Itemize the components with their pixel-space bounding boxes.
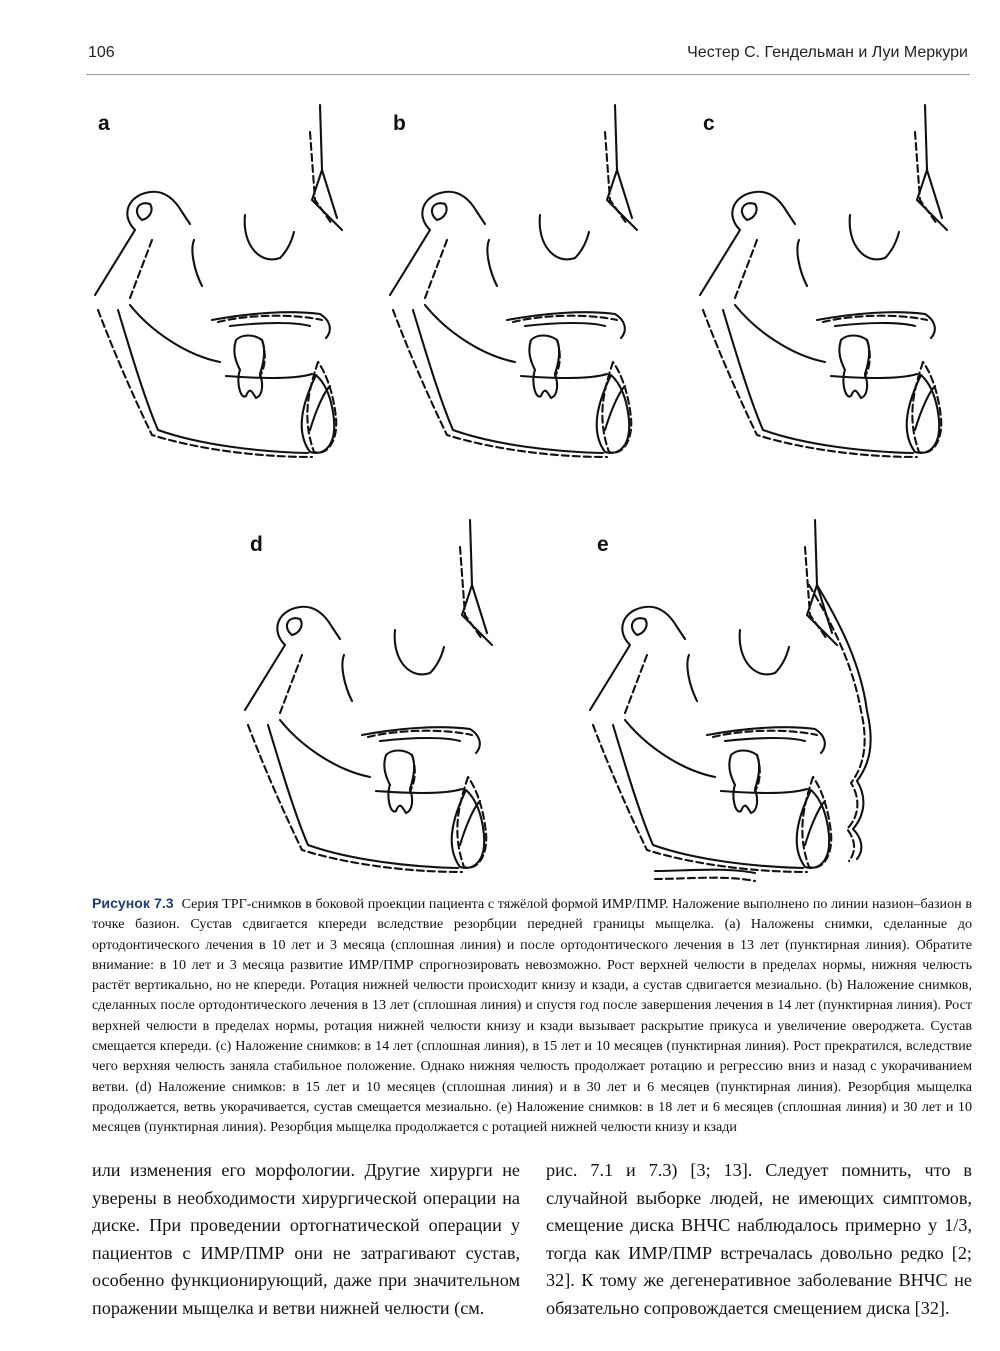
page-number: 106 bbox=[88, 44, 115, 61]
panel-label-e: e bbox=[597, 533, 609, 556]
panel-label-d: d bbox=[250, 533, 263, 556]
panel-a bbox=[90, 100, 350, 472]
cephalometric-tracing-c bbox=[695, 100, 955, 472]
panel-e bbox=[585, 515, 885, 893]
panel-label-c: c bbox=[703, 112, 715, 135]
cephalometric-tracing-b bbox=[385, 100, 645, 472]
panel-b bbox=[385, 100, 645, 472]
body-text-right-column: рис. 7.1 и 7.3) [3; 13]. Следует помнить, что в случайной выборке людей, не имеющих симптомов, смещение диска ВНЧС наблюдалось примерно у 1/3, тогда как ИМР/ПМР встречалась довольно редко [2; 32]. К тому же дегенеративное заболевание ВНЧС не обязательно сопровождается смещением диска [32]. bbox=[546, 1160, 972, 1318]
panel-label-a: a bbox=[98, 112, 110, 135]
figure-caption-text: Серия ТРГ-снимков в боковой проекции пациента с тяжёлой формой ИМР/ПМР. Наложение выполнено по линии назион–базион в точке базион. Сустав сдвигается кпереди вследствие резорбции передней границы мыщелка. (a) Наложены снимки, сделанные до ортодонтического лечения в 10 лет и 3 месяца (сплошная линия) и после ортодонтического лечения в 13 лет (пунктирная линия). Обратите внимание: в 10 лет и 3 месяца развитие ИМР/ПМР спрогнозировать невозможно. Рост верхней челюсти в пределах нормы, нижняя челюсть растёт вертикально, но не кпереди. Ротация нижней челюсти происходит книзу и кзади, а сустав сдвигается мезиально. (b) Наложение снимков, сделанных после ортодонтического лечения в 13 лет (сплошная линия) и спустя год после завершения лечения в 14 лет (пунктирная линия). Рост верхней челюсти в пределах нормы, ротация нижней челюсти книзу и кзади вызывает раскрытие прикуса и увеличение овероджета. Сустав смещается кпереди. (c) Наложение снимков: в 14 лет (сплошная линия), в 15 лет и 10 месяцев (пунктирная линия). Рост прекратился, вследствие чего верхняя челюсть заняла стабильное положение. Однако нижняя челюсть продолжает ротацию и регрессию вниз и назад с укорачиванием ветви. (d) Наложение снимков: в 15 лет и 10 месяцев (сплошная линия) и в 30 лет и 6 месяцев (пунктирная линия). Резорбция мыщелка продолжается, ветвь укорачивается, сустав смещается мезиально. (e) Наложение снимков: в 18 лет и 6 месяцев (сплошная линия) и 30 лет и 10 месяцев (пунктирная линия). Резорбция мыщелка продолжается с ротацией нижней челюсти книзу и кзади bbox=[92, 896, 972, 1136]
cephalometric-tracing-e bbox=[585, 515, 885, 893]
panel-label-b: b bbox=[393, 112, 406, 135]
running-head: Честер С. Гендельман и Луи Меркури bbox=[687, 44, 968, 61]
figure-caption bbox=[92, 893, 972, 1138]
header-rule bbox=[86, 74, 970, 75]
panel-c bbox=[695, 100, 955, 472]
cephalometric-tracing-d bbox=[240, 515, 500, 887]
figure-caption-label: Рисунок 7.3 bbox=[92, 895, 174, 911]
body-text-left-column: или изменения его морфологии. Другие хирурги не уверены в необходимости хирургической операции на диске. При проведении ортогнатической операции у пациентов с ИМР/ПМР они не затрагивают сустав, особенно функционирующий, даже при значительном поражении мыщелка и ветви нижней челюсти (см. bbox=[92, 1160, 520, 1318]
cephalometric-tracing-a bbox=[90, 100, 350, 472]
panel-d bbox=[240, 515, 500, 887]
